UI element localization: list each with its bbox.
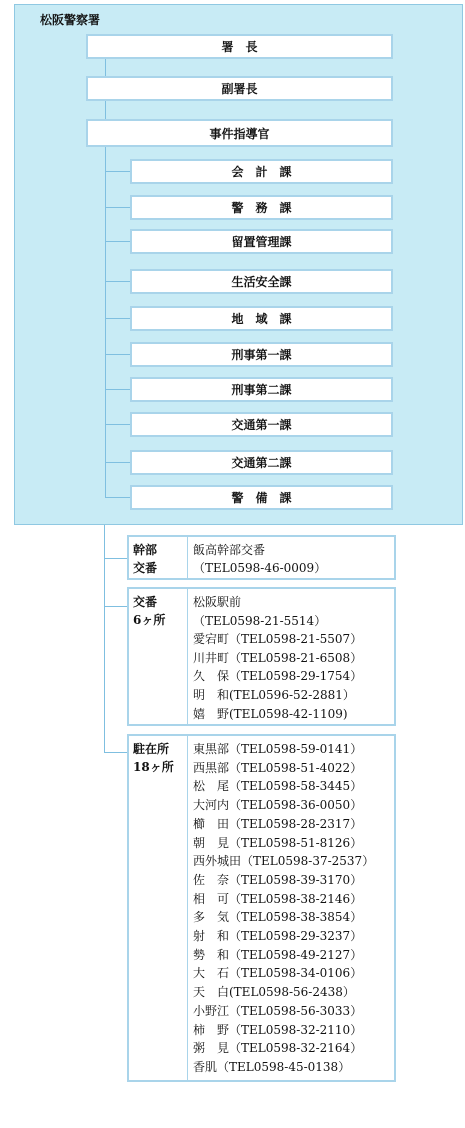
table-divider (187, 589, 188, 724)
list-item: 小野江（TEL0598-56-3033） (193, 1003, 363, 1018)
connector-h-sec-7 (105, 424, 130, 425)
box-section-detention: 留置管理課 (130, 229, 393, 254)
connector-h-sec-3 (105, 281, 130, 282)
box-deputy-chief: 副署長 (86, 76, 393, 101)
list-item: 勢 和（TEL0598-49-2127） (193, 947, 363, 962)
list-item: 多 気（TEL0598-38-3854） (193, 910, 363, 925)
table-divider (187, 736, 188, 1080)
list-item: 相 可（TEL0598-38-2146） (193, 891, 363, 906)
connector-h-sec-2 (105, 241, 130, 242)
list-item: 西外城田（TEL0598-37-2537） (193, 854, 375, 869)
connector-h-sec-4 (105, 318, 130, 319)
table-label: 駐在所 18ヶ所 (133, 742, 174, 774)
connector-sections (105, 146, 106, 497)
box-section-traffic-1: 交通第一課 (130, 412, 393, 437)
table-label: 交番 6ヶ所 (133, 595, 166, 627)
list-item: 射 和（TEL0598-29-3237） (193, 929, 363, 944)
table-body (193, 593, 362, 723)
list-item: 松 尾（TEL0598-58-3445） (193, 779, 363, 794)
box-case-supervisor: 事件指導官 (86, 119, 393, 147)
connector-h-sec-6 (105, 389, 130, 390)
list-item: 粥 見（TEL0598-32-2164） (193, 1041, 363, 1056)
list-item: 飯高幹部交番 (193, 543, 266, 557)
list-item: 朝 見（TEL0598-51-8126） (193, 835, 363, 850)
box-section-criminal-2: 刑事第二課 (130, 377, 393, 402)
list-item: 佐 奈（TEL0598-39-3170） (193, 872, 363, 887)
connector-h-table-0 (104, 558, 127, 559)
box-section-accounting: 会 計 課 (130, 159, 393, 184)
connector-h-sec-5 (105, 354, 130, 355)
table-koban-6 (127, 587, 396, 726)
list-item: 東黒部（TEL0598-59-0141） (193, 742, 363, 756)
box-section-security: 警 備 課 (130, 485, 393, 510)
box-section-community: 地 域 課 (130, 306, 393, 331)
station-title: 松阪警察署 (40, 13, 101, 27)
list-item: 西黒部（TEL0598-51-4022） (193, 760, 363, 775)
list-item: 櫛 田（TEL0598-28-2317） (193, 816, 363, 831)
list-item: （TEL0598-46-0009） (193, 561, 327, 575)
box-chief: 署 長 (86, 34, 393, 59)
table-body (193, 740, 374, 1077)
list-item: 香肌（TEL0598-45-0138） (193, 1059, 351, 1074)
connector-h-sec-0 (105, 171, 130, 172)
table-koban-main (127, 535, 396, 580)
list-item: 久 保（TEL0598-29-1754） (193, 669, 363, 684)
connector-h-table-1 (104, 606, 127, 607)
connector-h-sec-1 (105, 207, 130, 208)
list-item: 明 和(TEL0596-52-2881） (193, 687, 355, 702)
list-item: （TEL0598-21-5514） (193, 613, 327, 628)
connector-h-table-2 (104, 752, 127, 753)
table-label: 幹部 交番 (133, 543, 158, 575)
box-section-community-safety: 生活安全課 (130, 269, 393, 294)
connector-h-sec-9 (105, 497, 130, 498)
table-body (193, 541, 326, 577)
box-section-criminal-1: 刑事第一課 (130, 342, 393, 367)
list-item: 嬉 野(TEL0598-42-1109) (193, 706, 348, 721)
table-chuzaisho-18 (127, 734, 396, 1082)
connector-lower (104, 525, 105, 752)
list-item: 松阪駅前 (193, 595, 242, 609)
box-section-traffic-2: 交通第二課 (130, 450, 393, 475)
list-item: 川井町（TEL0598-21-6508） (193, 650, 363, 665)
connector-h-sec-8 (105, 462, 130, 463)
list-item: 大 石（TEL0598-34-0106） (193, 966, 363, 981)
table-divider (187, 537, 188, 578)
list-item: 大河内（TEL0598-36-0050） (193, 798, 363, 813)
list-item: 柿 野（TEL0598-32-2110） (193, 1022, 363, 1037)
list-item: 天 白(TEL0598-56-2438） (193, 985, 355, 1000)
box-section-police-affairs: 警 務 課 (130, 195, 393, 220)
list-item: 愛宕町（TEL0598-21-5507） (193, 632, 363, 647)
